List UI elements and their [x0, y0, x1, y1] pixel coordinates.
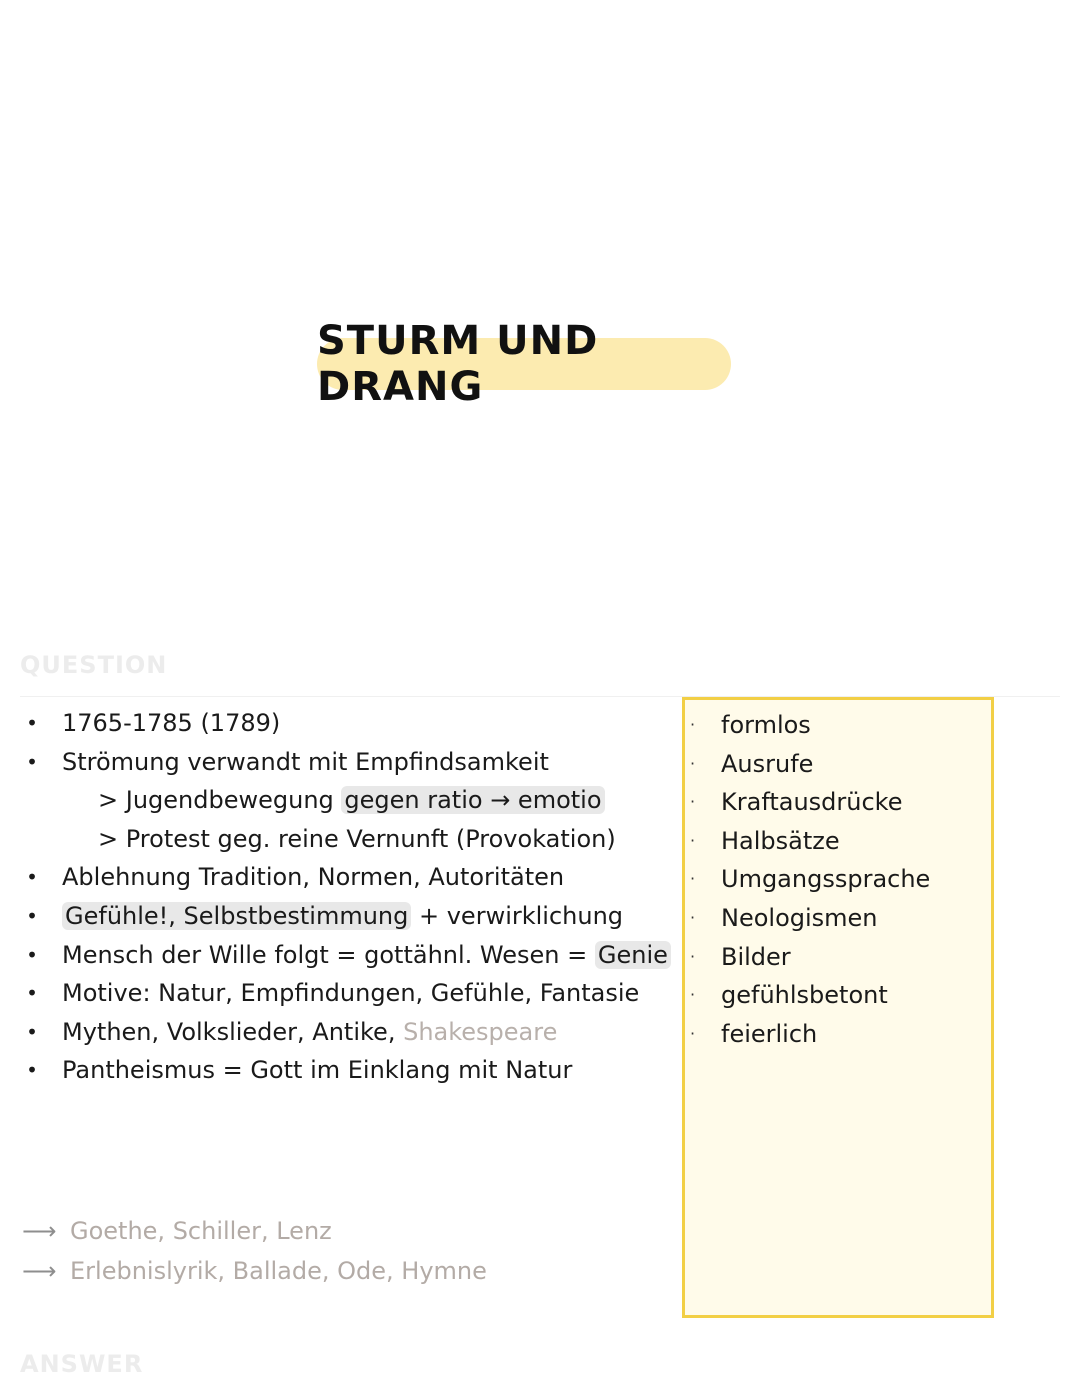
note-line — [26, 936, 666, 975]
bullet-icon: • — [26, 1019, 38, 1044]
note-highlight: Genie — [595, 941, 671, 969]
style-feature-item — [685, 783, 991, 822]
style-feature-item — [685, 860, 991, 899]
reference-text: Goethe, Schiller, Lenz — [70, 1217, 332, 1245]
bullet-icon: • — [26, 1058, 38, 1083]
note-line — [26, 743, 666, 782]
style-feature-item — [685, 745, 991, 784]
answer-label: ANSWER — [20, 1350, 144, 1378]
dot-icon: · — [690, 753, 696, 773]
note-part: + verwirklichung — [411, 901, 624, 930]
style-feature-label: Neologismen — [721, 903, 878, 932]
note-line — [26, 704, 666, 743]
note-part: Mensch der Wille folgt = gottähnl. Wesen = — [62, 940, 595, 969]
style-feature-item — [685, 938, 991, 977]
reference-text: Erlebnislyrik, Ballade, Ode, Hymne — [70, 1257, 487, 1285]
note-part: > Protest geg. reine Vernunft (Provokation) — [98, 824, 616, 853]
dot-icon: · — [690, 715, 696, 734]
note-part: Mythen, Volkslieder, Antike, — [62, 1017, 404, 1046]
note-text — [62, 858, 564, 896]
arrow-right-icon: ⟶ — [22, 1257, 57, 1285]
style-feature-label: Bilder — [721, 942, 791, 971]
style-feature-label: Umgangssprache — [721, 865, 931, 894]
style-feature-item — [685, 822, 991, 861]
note-part: Ablehnung Tradition, Normen, Autoritäten — [62, 863, 565, 892]
style-features-box — [682, 697, 994, 1318]
note-part: Strömung verwandt mit Empfindsamkeit — [62, 747, 549, 776]
page-title: STURM UND DRANG — [317, 318, 599, 410]
note-text — [62, 743, 549, 781]
style-feature-label: gefühlsbetont — [721, 981, 888, 1010]
style-feature-item — [685, 976, 991, 1015]
dot-icon: · — [690, 1023, 696, 1043]
bullet-icon: • — [26, 711, 38, 735]
dot-icon: · — [690, 792, 696, 812]
dot-icon: · — [690, 946, 696, 966]
note-text — [98, 820, 616, 858]
bullet-icon: • — [26, 942, 38, 967]
note-muted: Shakespeare — [403, 1017, 558, 1046]
style-feature-item — [685, 899, 991, 938]
reference-item — [22, 1212, 522, 1252]
style-feature-label: formlos — [721, 711, 811, 739]
reference-item — [22, 1252, 522, 1292]
notes-list — [26, 704, 666, 1090]
style-feature-item — [685, 706, 991, 745]
note-part: 1765-1785 (1789) — [62, 709, 281, 737]
bullet-icon: • — [26, 865, 38, 890]
note-line — [26, 897, 666, 936]
dot-icon: · — [690, 907, 696, 927]
arrow-right-icon: ⟶ — [22, 1217, 57, 1245]
style-feature-item — [685, 1015, 991, 1054]
note-part: > Jugendbewegung — [98, 786, 342, 815]
note-highlight: gegen ratio → emotio — [341, 786, 604, 814]
note-line — [26, 974, 666, 1013]
note-subline — [26, 820, 666, 859]
note-subline — [26, 781, 666, 820]
style-feature-label: Ausrufe — [721, 749, 814, 778]
note-part: Motive: Natur, Empfindungen, Gefühle, Fantasie — [62, 979, 640, 1008]
title-highlight — [317, 318, 731, 410]
question-label: QUESTION — [20, 651, 168, 679]
bullet-icon: • — [26, 749, 38, 774]
note-text — [62, 974, 639, 1012]
dot-icon: · — [690, 830, 696, 850]
bullet-icon: • — [26, 981, 38, 1006]
dot-icon: · — [690, 985, 696, 1005]
references-list — [22, 1212, 522, 1292]
note-text — [62, 936, 671, 974]
note-part: Pantheismus = Gott im Einklang mit Natur — [62, 1056, 573, 1085]
note-line — [26, 858, 666, 897]
note-line — [26, 1013, 666, 1052]
style-feature-label: Kraftausdrücke — [721, 788, 903, 817]
note-text — [62, 1051, 572, 1089]
note-text — [62, 704, 280, 742]
style-feature-label: feierlich — [721, 1019, 818, 1048]
bullet-icon: • — [26, 903, 38, 928]
style-features-list — [685, 706, 991, 1053]
note-line — [26, 1051, 666, 1090]
note-text — [98, 781, 605, 819]
note-text — [62, 1013, 557, 1051]
note-text — [62, 897, 623, 935]
note-highlight: Gefühle!, Selbstbestimmung — [62, 902, 411, 930]
dot-icon: · — [690, 869, 696, 889]
style-feature-label: Halbsätze — [721, 826, 840, 855]
